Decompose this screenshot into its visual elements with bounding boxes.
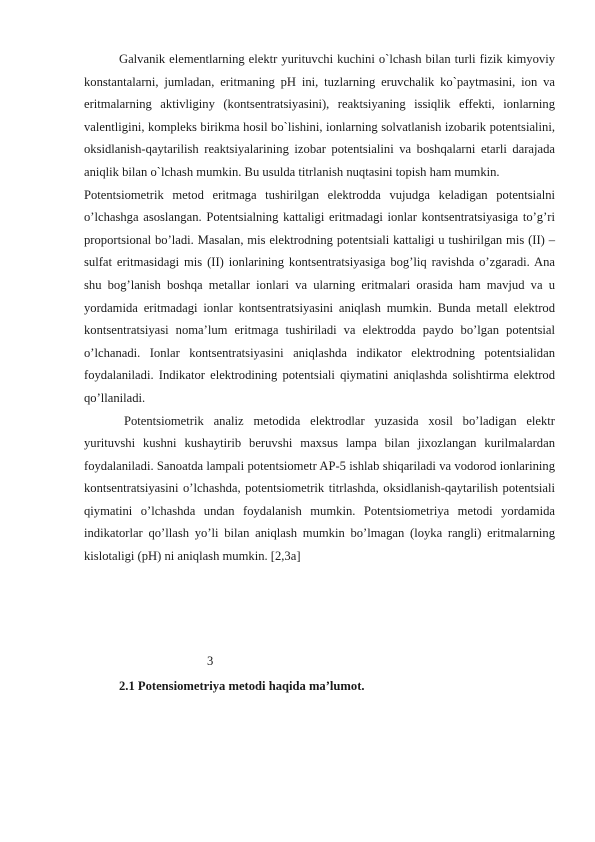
paragraph-potentiometric-method: Potentsiometrik metod eritmaga tushirilgan elektrodda vujudga keladigan potentsialni o’lchashga asoslangan. Potentsialning kattaligi eritmadagi ionlar kontsentratsiyasiga to’g’ri proportsional bo’ladi. Masalan, mis elektrodning potentsiali kattaligi u tushirilgan mis (II) – sulfat eritmasidagi mis (II) ionlarining kontsentratsiyasiga bog’liq ravishda o’zgaradi. Ana shu bog’lanish boshqa metallar ionlari va ularning eritmalari orasida ham mavjud va u yordamida eritmadagi ionlar kontsentratsiyasini aniqlash mumkin. Bunda metall elektrod kontsentratsiyasi noma’lum eritmaga tushiriladi va elektrodda paydo bo’lgan potentsial o’lchanadi. Ionlar kontsentratsiyasini aniqlashda indikator elektrodning potentsialidan foydalaniladi. Indikator elektrodining potentsiali qiymatini aniqlashda solishtirma elektrod qo’llaniladi. — [84, 187, 555, 405]
body-text — [84, 48, 555, 568]
paragraph-galvanic-elements: Galvanik elementlarning elektr yurituvchi kuchini o`lchash bilan turli fizik kimyoviy konstantalarni, jumladan, eritmaning pH ini, tuzlarning eruvchalik ko`paytmasini, ion va eritmalarning aktivliginy (kontsentratsiyasini), reaktsiyaning issiqlik effekti, ionlarning valentligini, kompleks birikma hosil bo`lishini, ionlarning solvatlanish izobarik potentsialini, oksidlanish-qaytarilish reaktsiyalarining izobar potentsialini va boshqalarni etarli darajada aniqlik bilan o`lchash mumkin. Bu usulda titrlanish nuqtasini topish ham mumkin. — [84, 52, 555, 179]
paragraph-potentiometric-analysis: Potentsiometrik analiz metodida elektrodlar yuzasida xosil bo’ladigan elektr yurituvshi kushni kushaytirib beruvshi maxsus lampa bilan jixozlangan kurilmalardan foydalaniladi. Sanoatda lampali potentsiometr AP-5 ishlab shiqariladi va vodorod ionlarining kontsentratsiyasini o’lchashda, potentsiometrik titrlashda, oksidlanish-qaytarilish potentsiali qiymatini o’lchashda undan foydalanish mumkin. Potentsiometriya metodi yordamida indikatorlar qo’llash yo’li bilan aniqlash mumkin bo’lmagan (loyka rangli) eritmalarning kislotaligi (pH) ni aniqlash mumkin. [2,3a] — [84, 413, 555, 564]
page-number: 3 — [207, 654, 214, 668]
section-heading: 2.1 Potensiometriya metodi haqida ma’lumot. — [119, 679, 365, 693]
